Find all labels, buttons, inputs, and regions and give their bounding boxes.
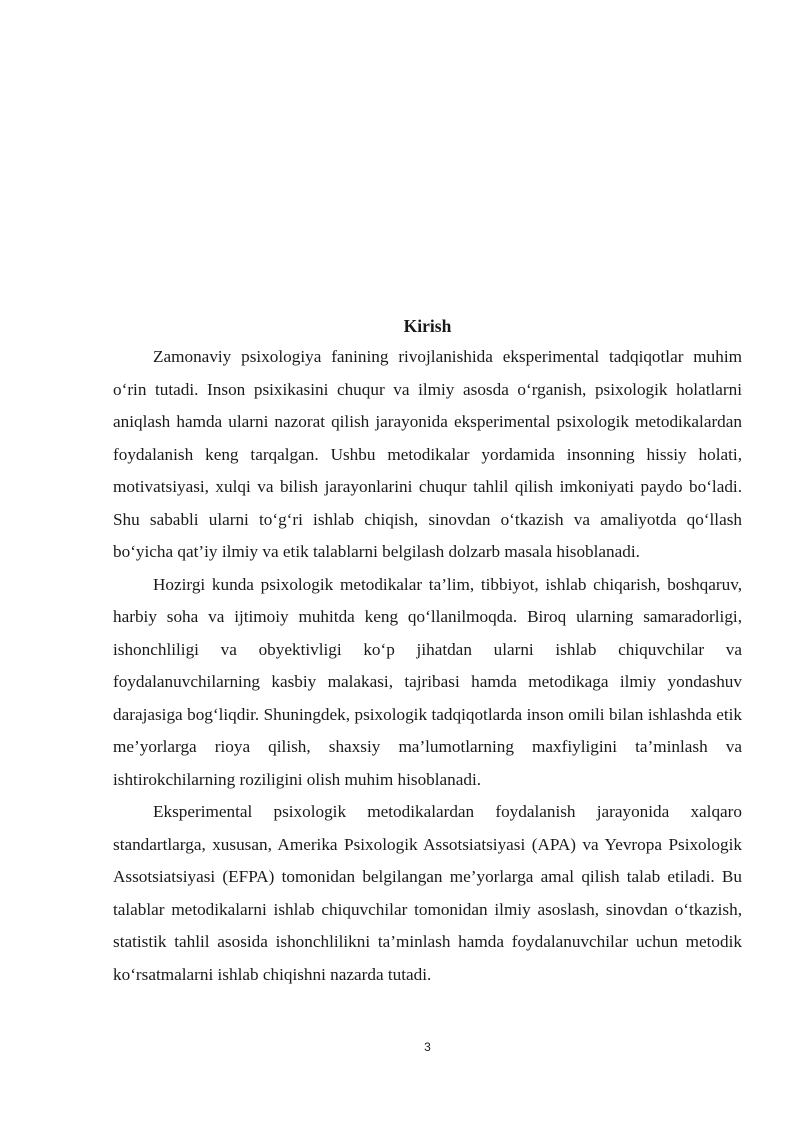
page-number: 3: [424, 1040, 431, 1054]
paragraph-3: Eksperimental psixologik metodikalardan foydalanish jarayonida xalqaro standartlarga, xususan, Amerika Psixologik Assotsiatsiyasi (APA) va Yevropa Psixologik Assotsiatsiyasi (EFPA) tomonidan belgilangan me’yorlarga amal qilish talab etiladi. Bu talablar metodikalarni ishlab chiquvchilar tomonidan ilmiy asoslash, sinovdan o‘tkazish, statistik tahlil asosida ishonchlilikni ta’minlash hamda foydalanuvchilar uchun metodik ko‘rsatmalarni ishlab chiqishni nazarda tutadi.: [113, 802, 742, 984]
paragraph-2: Hozirgi kunda psixologik metodikalar ta’lim, tibbiyot, ishlab chiqarish, boshqaruv, harbiy soha va ijtimoiy muhitda keng qo‘llanilmoqda. Biroq ularning samaradorligi, ishonchliligi va obyektivligi ko‘p jihatdan ularni ishlab chiquvchilar va foydalanuvchilarning kasbiy malakasi, tajribasi hamda metodikaga ilmiy yondashuv darajasiga bog‘liqdir. Shuningdek, psixologik tadqiqotlarda inson omili bilan ishlashda etik me’yorlarga rioya qilish, shaxsiy ma’lumotlarning maxfiyligini ta’minlash va ishtirokchilarning roziligini olish muhim hisoblanadi.: [113, 574, 742, 789]
paragraph-1: Zamonaviy psixologiya fanining rivojlanishida eksperimental tadqiqotlar muhim o‘rin tutadi. Inson psixikasini chuqur va ilmiy asosda o‘rganish, psixologik holatlarni aniqlash hamda ularni nazorat qilish jarayonida eksperimental psixologik metodikalardan foydalanish keng tarqalgan. Ushbu metodikalar yordamida insonning hissiy holati, motivatsiyasi, xulqi va bilish jarayonlarini chuqur tahlil qilish imkoniyati paydo bo‘ladi. Shu sababli ularni to‘g‘ri ishlab chiqish, sinovdan o‘tkazish va amaliyotda qo‘llash bo‘yicha qat’iy ilmiy va etik talablarni belgilash dolzarb masala hisoblanadi.: [113, 347, 742, 561]
body-text: [113, 341, 742, 991]
section-title: Kirish: [403, 316, 452, 336]
